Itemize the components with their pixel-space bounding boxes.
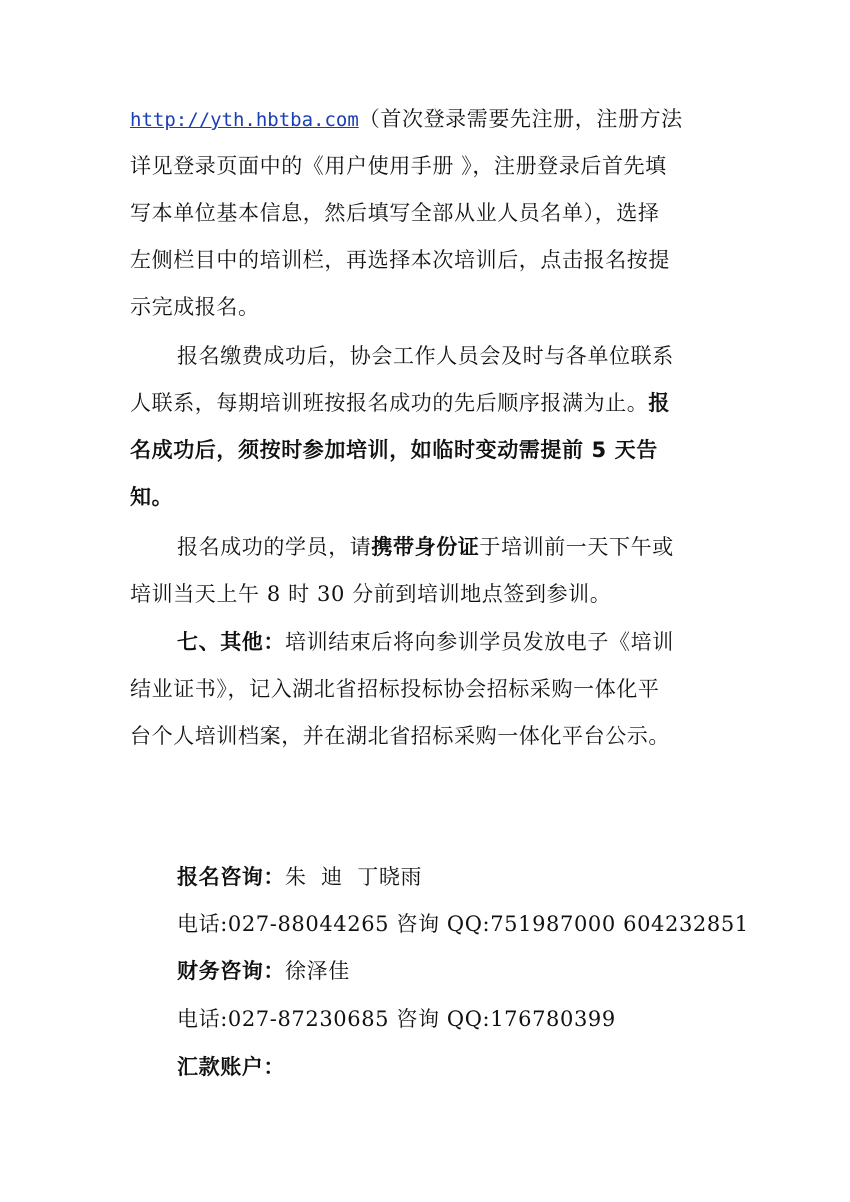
text: 于培训前一天下午或 [479,535,674,559]
paragraph-other-line-2: 结业证书》，记入湖北省招标投标协会招标采购一体化平 [130,677,660,701]
paragraph-other-line-1 [177,628,674,656]
paragraph-checkin-line-1 [177,533,674,561]
text: 培训结束后将向参训学员发放电子《培训 [285,630,674,654]
finance-contact [177,957,350,985]
section-heading: 七、其他： [177,630,285,654]
signup-names: 朱 迪 丁晓雨 [285,865,423,889]
paragraph-registration-line-2: 详见登录页面中的《用户使用手册 》，注册登录后首先填 [130,154,667,178]
bold-text: 名成功后，须按时参加培训，如临时变动需提前 5 天告 [130,438,658,462]
signup-contact [177,863,422,891]
paragraph-registration-line-3: 写本单位基本信息，然后填写全部从业人员名单），选择 [130,201,660,225]
paragraph-payment-line-4 [130,483,173,511]
text: （首次登录需要先注册，注册方法 [358,107,683,131]
finance-phone: 电话:027-87230685 咨询 QQ:176780399 [177,1007,616,1031]
paragraph-registration-line-5: 示完成报名。 [130,295,260,319]
bold-text: 携带身份证 [371,535,480,559]
bold-text: 报 [648,391,671,415]
paragraph-registration-line-4: 左侧栏目中的培训栏，再选择本次培训后，点击报名按提 [130,248,670,272]
text: 人联系，每期培训班按报名成功的先后顺序报满为止。 [130,391,649,415]
paragraph-checkin-line-2: 培训当天上午 8 时 30 分前到培训地点签到参训。 [130,582,612,606]
paragraph-payment-line-2 [130,389,670,417]
finance-label: 财务咨询： [177,959,285,983]
paragraph-registration-line-1 [130,105,683,134]
signup-phone: 电话:027-88044265 咨询 QQ:751987000 604232851 [177,912,749,936]
paragraph-other-line-3: 台个人培训档案，并在湖北省招标采购一体化平台公示。 [130,724,670,748]
finance-name: 徐泽佳 [285,959,350,983]
paragraph-payment-line-1: 报名缴费成功后，协会工作人员会及时与各单位联系 [177,344,674,368]
registration-link[interactable]: http://yth.hbtba.com [130,109,359,131]
text: 报名成功的学员，请 [177,535,372,559]
paragraph-payment-line-3 [130,436,658,464]
bold-text: 知。 [130,485,174,509]
account-label [177,1053,285,1081]
signup-label: 报名咨询： [177,865,285,889]
account-label-text: 汇款账户： [177,1055,285,1079]
